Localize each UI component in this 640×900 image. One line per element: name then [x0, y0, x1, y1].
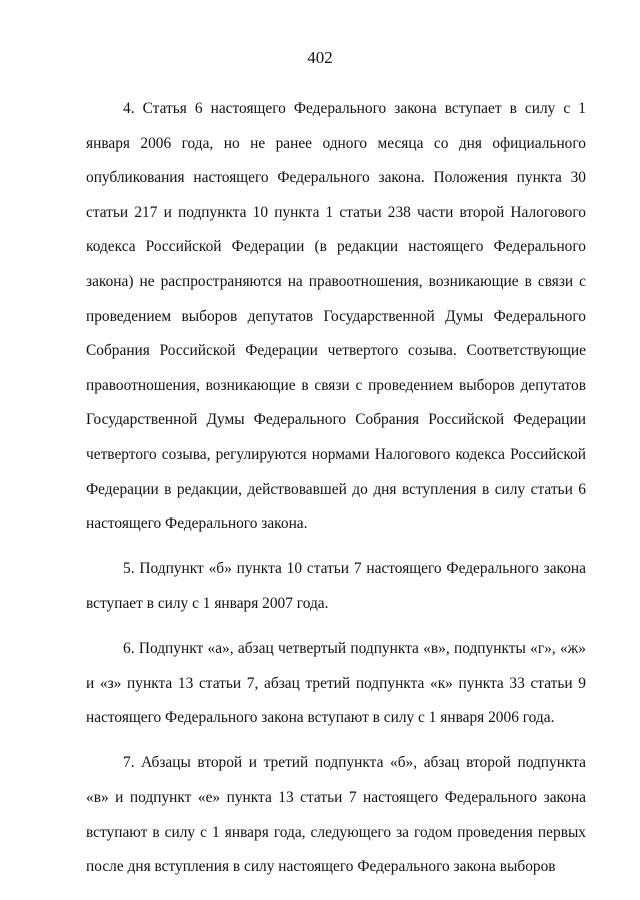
- paragraph-5: 5. Подпункт «б» пункта 10 статьи 7 настоящего Федерального закона вступает в силу с 1 января 2007 года.: [86, 560, 586, 612]
- document-body: [86, 92, 586, 885]
- paragraph-7: 7. Абзацы второй и третий подпункта «б», абзац второй подпункта «в» и подпункт «е» пункта 13 статьи 7 настоящего Федерального закона вступают в силу с 1 января года, следующего за годом проведения первых после дня вступления в силу настоящего Федерального закона выборов: [86, 754, 586, 876]
- paragraph-6: 6. Подпункт «а», абзац четвертый подпункта «в», подпункты «г», «ж» и «з» пункта 13 статьи 7, абзац третий подпункта «к» пункта 33 статьи 9 настоящего Федерального закона вступают в силу с 1 января 2006 года.: [86, 640, 586, 727]
- page-number: 402: [307, 48, 333, 67]
- paragraph-4: 4. Статья 6 настоящего Федерального закона вступает в силу с 1 января 2006 года, но не ранее одного месяца со дня официального опубликования настоящего Федерального закона. Положения пункта 30 статьи 217 и подпункта 10 пункта 1 статьи 238 части второй Налогового кодекса Российской Федерации (в редакции настоящего Федерального закона) не распространяются на правоотношения, возникающие в связи с проведением выборов депутатов Государственной Думы Федерального Собрания Российской Федерации четвертого созыва. Соответствующие правоотношения, возникающие в связи с проведением выборов депутатов Государственной Думы Федерального Собрания Российской Федерации четвертого созыва, регулируются нормами Налогового кодекса Российской Федерации в редакции, действовавшей до дня вступления в силу статьи 6 настоящего Федерального закона.: [86, 100, 586, 533]
